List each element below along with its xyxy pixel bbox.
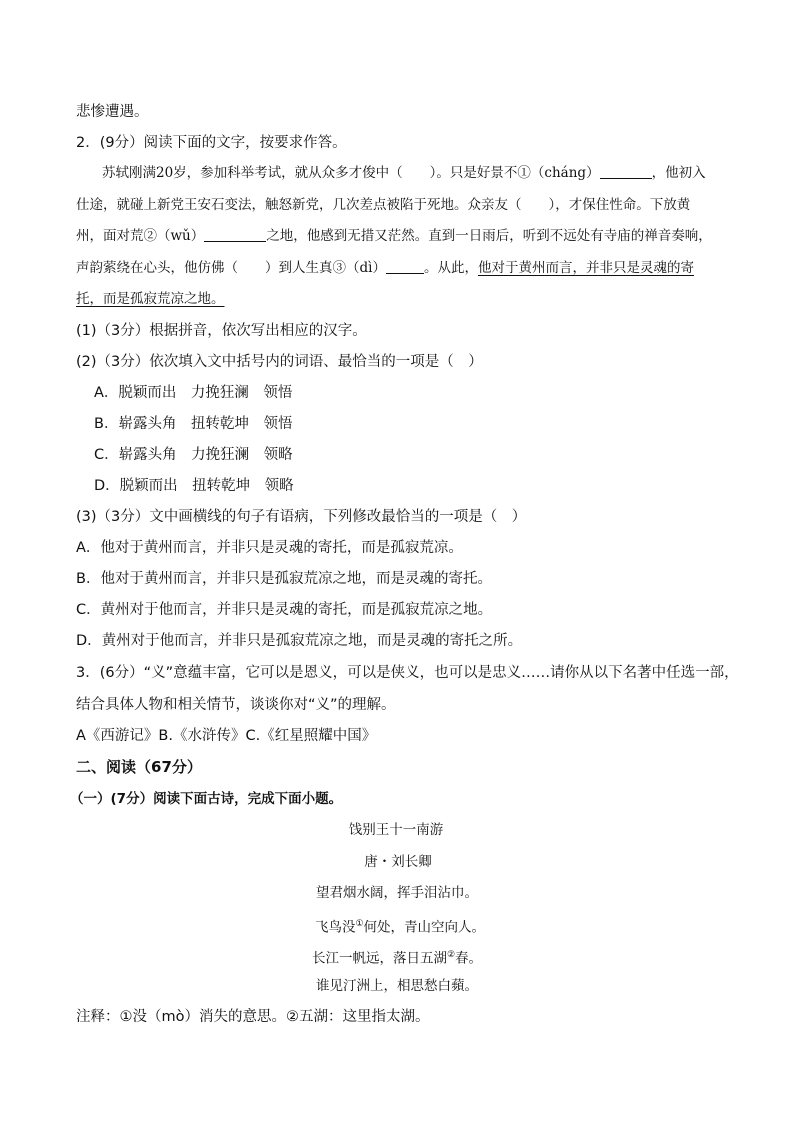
poem-notes: 注释：①没（mò）消失的意思。②五湖：这里指太湖。 (76, 1009, 430, 1025)
footnote-marker-1: ① (355, 919, 364, 929)
intro-tail: 悲惨遭遇。 (76, 104, 149, 120)
underlined-sentence: 他对于黄州而言，并非只是灵魂的寄 (477, 260, 694, 276)
passage-line-5: 托，而是孤寂荒凉之地。 (76, 291, 225, 307)
footnote-marker-2: ② (446, 950, 456, 960)
answer-blank-2 (204, 227, 266, 242)
q3-line-1: 3．(6分）“义”意蕴丰富，它可以是恩义，可以是侠义，也可以是忠义……请你从以下名著中任选一部， (76, 665, 739, 681)
q2-sub3-option-a: A．他对于黄州而言，并非只是灵魂的寄托，而是孤寂荒凉。 (76, 540, 463, 556)
q2-sub3: (3)（3分）文中画横线的句子有语病，下列修改最恰当的一项是（ ） (76, 509, 527, 525)
q2-sub2-option-a: A．脱颖而出 力挽狂澜 领悟 (94, 385, 293, 401)
answer-blank-1 (600, 164, 652, 179)
passage-line-1: 苏轼刚满20岁，参加科举考试，就从众多才俊中（ ）。只是好景不①（cháng） ，他初入 (102, 165, 706, 181)
q2-sub3-option-d: D．黄州对于他而言，并非只是孤寂荒凉之地，而是灵魂的寄托之所。 (76, 633, 523, 649)
section-2-sub1: （一）(7分）阅读下面古诗，完成下面小题。 (70, 791, 343, 807)
q2-sub3-option-c: C．黄州对于他而言，并非只是灵魂的寄托，而是孤寂荒凉之地。 (76, 602, 493, 618)
answer-blank-3 (386, 259, 424, 274)
passage-line-2: 仕途，就碰上新党王安石变法，触怒新党，几次差点被陷于死地。众亲友（ ），才保住性命。下放黄 (76, 197, 691, 213)
passage-line-3: 州，面对荒②（wǔ） 之地，他感到无措又茫然。直到一日雨后，听到不远处有寺庙的禅音奏响， (76, 228, 712, 244)
q2-sub1: (1)（3分）根据拼音，依次写出相应的汉字。 (76, 323, 367, 339)
q3-line-2: 结合具体人物和相关情节，谈谈你对“义”的理解。 (76, 697, 396, 713)
q2-sub2-option-b: B．崭露头角 扭转乾坤 领悟 (94, 416, 293, 432)
q2-sub2-option-c: C．崭露头角 力挽狂澜 领略 (94, 447, 293, 463)
q2-heading: 2．(9分）阅读下面的文字，按要求作答。 (76, 135, 347, 151)
q3-books: A《西游记》B.《水浒传》C.《红星照耀中国》 (76, 728, 377, 744)
section-2-heading: 二、阅读（67分） (76, 758, 202, 776)
q2-sub3-option-b: B．他对于黄州而言，并非只是孤寂荒凉之地，而是灵魂的寄托。 (76, 571, 492, 587)
q2-sub2-option-d: D．脱颖而出 扭转乾坤 领略 (94, 478, 294, 494)
passage-line-4: 声韵萦绕在心头，他仿佛（ ）到人生真③（dì） 。从此，他对于黄州而言，并非只是灵魂的寄 (76, 260, 694, 276)
q2-sub2: (2)（3分）依次填入文中括号内的词语、最恰当的一项是（ ） (76, 354, 483, 370)
